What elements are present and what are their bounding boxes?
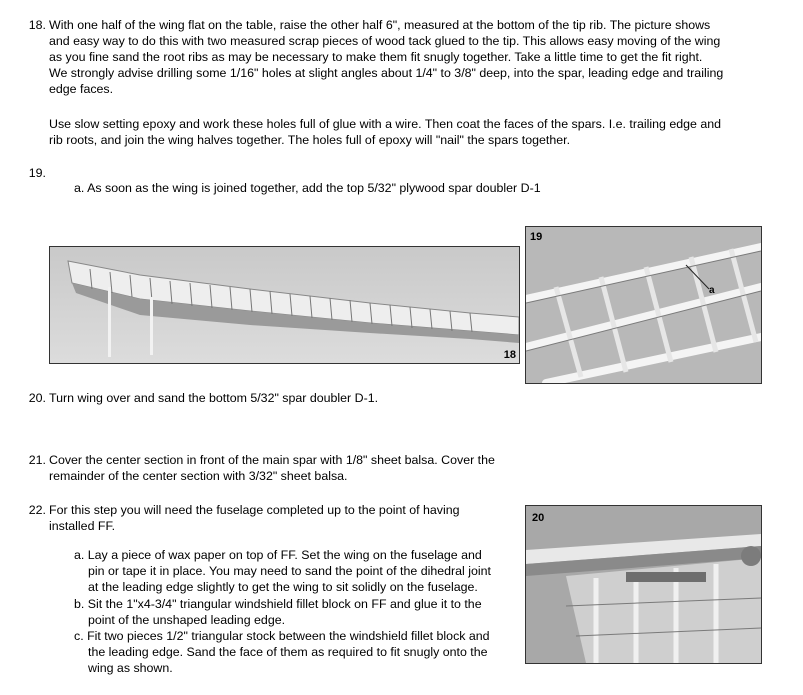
step-21-line: remainder of the center section with 3/32" sheet balsa. bbox=[49, 469, 348, 483]
figure-18-wing-photo bbox=[49, 246, 520, 364]
step-22-text bbox=[49, 502, 460, 534]
step-18-line: edge faces. bbox=[49, 82, 114, 96]
figure-18-label: 18 bbox=[503, 349, 516, 361]
step-22-line: For this step you will need the fuselage completed up to the point of having bbox=[49, 503, 460, 517]
step-21-text bbox=[49, 452, 495, 484]
step-18-line: and easy way to do this with two measured scrap pieces of wood tack glued to the tip. This allows easy moving of the wing bbox=[49, 34, 721, 48]
figure-20-label: 20 bbox=[532, 512, 545, 524]
step-22-sub-b bbox=[74, 596, 482, 628]
step-20-number: 20. bbox=[28, 391, 46, 405]
figure-19-label: 19 bbox=[530, 231, 543, 243]
fuselage-illustration bbox=[526, 506, 761, 663]
step-18-line: We strongly advise drilling some 1/16" holes at slight angles about 1/4" to 3/8" deep, into the spar, leading edge and trailing bbox=[49, 66, 724, 80]
step-22-sub-a-line: pin or tape it in place. You may need to sand the point of the dihedral joint bbox=[88, 564, 491, 578]
step-22-sub-c bbox=[74, 628, 490, 676]
step-18-text-2 bbox=[49, 116, 721, 148]
step-18-text bbox=[49, 17, 723, 97]
step-22-sub-c-line: c. Fit two pieces 1/2" triangular stock between the windshield fillet block and bbox=[74, 629, 490, 643]
step-21-line: Cover the center section in front of the main spar with 1/8" sheet balsa. Cover the bbox=[49, 453, 495, 467]
step-18-line: With one half of the wing flat on the table, raise the other half 6", measured at the bottom of the tip rib. The picture shows bbox=[49, 18, 711, 32]
step-22-sub-a bbox=[74, 547, 491, 595]
step-22-sub-c-line: wing as shown. bbox=[88, 661, 173, 675]
wing-illustration bbox=[50, 247, 519, 363]
step-22-sub-c-line: the leading edge. Sand the face of them as required to fit snugly onto the bbox=[88, 645, 488, 659]
step-19-number: 19. bbox=[28, 166, 46, 180]
figure-19-callout-a: a bbox=[709, 285, 715, 296]
step-22-sub-b-line: point of the unshaped leading edge. bbox=[88, 613, 286, 627]
figure-19-spar-photo bbox=[525, 226, 762, 384]
step-22-sub-b-line: b. Sit the 1"x4-3/4" triangular windshield fillet block on FF and glue it to the bbox=[74, 597, 482, 611]
step-21-number: 21. bbox=[28, 453, 46, 467]
spar-illustration bbox=[526, 227, 761, 383]
step-18-line: Use slow setting epoxy and work these holes full of glue with a wire. Then coat the faces of the spars. I.e. trailing edge and bbox=[49, 117, 721, 131]
step-20-text: Turn wing over and sand the bottom 5/32" spar doubler D-1. bbox=[49, 391, 379, 405]
step-22-sub-a-line: at the leading edge slightly to get the wing to sit solidly on the fuselage. bbox=[88, 580, 478, 594]
step-22-line: installed FF. bbox=[49, 519, 116, 533]
figure-20-fuselage-photo bbox=[525, 505, 762, 664]
step-18-number: 18. bbox=[28, 18, 46, 32]
step-22-number: 22. bbox=[28, 503, 46, 517]
step-18-line: rib roots, and join the wing halves together. The holes full of epoxy will "nail" the spars together. bbox=[49, 133, 571, 147]
step-22-sub-a-line: a. Lay a piece of wax paper on top of FF. Set the wing on the fuselage and bbox=[74, 548, 482, 562]
step-19-sub-a: a. As soon as the wing is joined together, add the top 5/32" plywood spar doubler D-1 bbox=[74, 181, 541, 195]
step-18-line: as you fine sand the root ribs as may be necessary to make them fit snugly together. Take a little time to get the fit right. bbox=[49, 50, 703, 64]
